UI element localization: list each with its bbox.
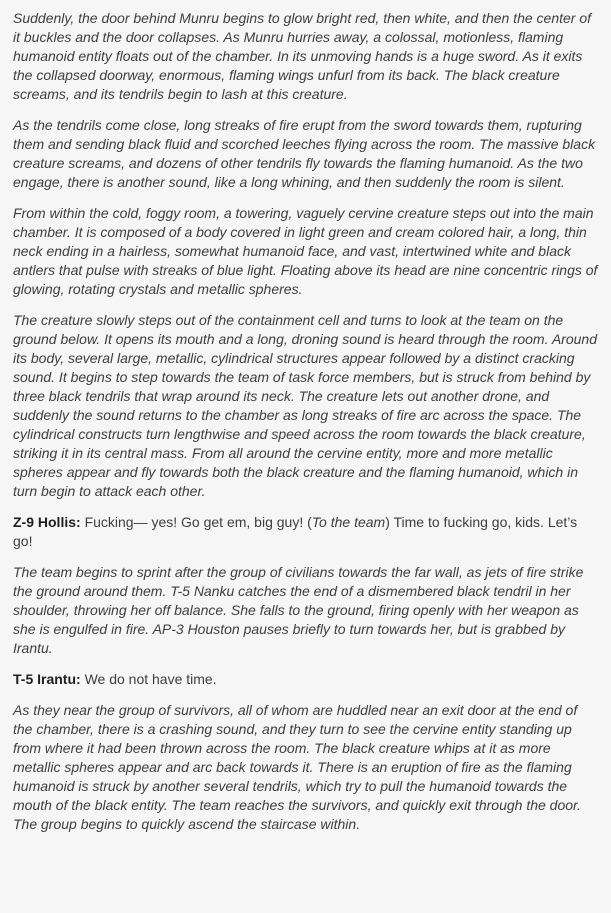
stage-direction: To the team [311, 514, 386, 530]
dialogue-line [13, 513, 598, 551]
narration-paragraph: Suddenly, the door behind Munru begins to glow bright red, then white, and then the center of it buckles and the door collapses. As Munru hurries away, a colossal, motionless, flaming humanoid entity floats out of the chamber. In its unmoving hands is a huge sword. As it exits the collapsed doorway, enormous, flaming wings unfurl from its back. The black creature screams, and its tendrils begin to lash at this creature. [13, 10, 592, 102]
narration-paragraph: As the tendrils come close, long streaks of fire erupt from the sword towards them, rupturing them and sending black fluid and scorched leeches flying across the room. The massive black creature screams, and dozens of other tendrils fly towards the flaming humanoid. As the two engage, there is another sound, like a long whining, and then suddenly the room is silent. [13, 117, 596, 190]
speaker-name: Z-9 Hollis: [13, 514, 81, 530]
speaker-name: T-5 Irantu: [13, 671, 81, 687]
narration-paragraph: From within the cold, foggy room, a towering, vaguely cervine creature steps out into the main chamber. It is composed of a body covered in light green and cream colored hair, a long, thin neck ending in a hairless, somewhat humanoid face, and vast, intertwined white and black antlers that pulse with streaks of blue light. Floating above its head are nine concentric rings of glowing, rotating crystals and metallic spheres. [13, 205, 598, 297]
dialogue-line [13, 670, 598, 689]
dialogue-text: We do not have time. [84, 671, 217, 687]
narration-paragraph: The creature slowly steps out of the containment cell and turns to look at the team on the ground below. It opens its mouth and a long, droning sound is heard through the room. Around its body, several large, metallic, cylindrical structures appear followed by a distinct cracking sound. It begins to step towards the team of task force members, but is struck from behind by three black tendrils that wrap around its neck. The creature lets out another drone, and suddenly the sound returns to the chamber as long streaks of fire arc across the space. The cylindrical constructs turn lengthwise and speed across the room towards the black creature, striking it in its central mass. From all around the cervine entity, more and more metallic spheres appear and fly towards both the black creature and the flaming humanoid, which in turn begin to attack each other. [13, 312, 597, 499]
dialogue-text: ) Time to fucking go, kids. Let’s go! [13, 514, 578, 549]
narration-paragraph: As they near the group of survivors, all of whom are huddled near an exit door at the end of the chamber, there is a crashing sound, and they turn to see the cervine entity standing up from where it had been thrown across the room. The black creature whips at it as more metallic spheres appear and arc back towards it. There is an eruption of fire as the flaming humanoid is struck by another several tendrils, which try to pull the humanoid towards the mouth of the black entity. The team reaches the survivors, and quickly exit through the door. The group begins to quickly ascend the staircase within. [13, 702, 582, 832]
dialogue-text: Fucking— yes! Go get em, big guy! ( [84, 514, 312, 530]
narration-paragraph: The team begins to sprint after the group of civilians towards the far wall, as jets of fire strike the ground around them. T-5 Nanku catches the end of a dismembered black tendril in her shoulder, throwing her off balance. She falls to the ground, firing openly with her weapon as she is engulfed in fire. AP-3 Houston pauses briefly to turn towards her, but is grabbed by Irantu. [13, 564, 584, 656]
